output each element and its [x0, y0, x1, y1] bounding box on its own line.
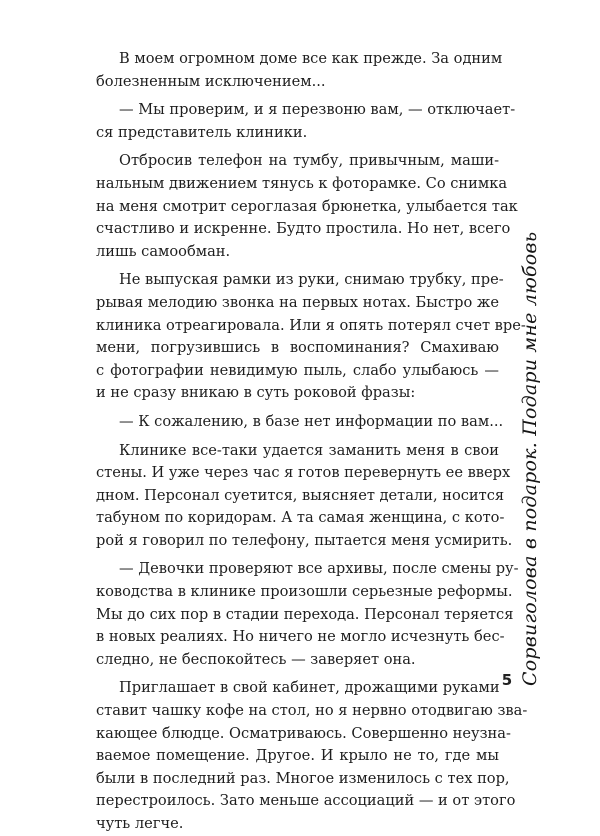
paragraph: [96, 269, 526, 405]
text-line: ся представитель клиники.: [96, 123, 308, 141]
text-line: мени, погрузившись в воспоминания? Смахиваю: [96, 339, 499, 357]
text-line: с фотографии невидимую пыль, слабо улыбаюсь —: [96, 361, 499, 379]
text-line: В моем огромном доме все как прежде. За одним: [119, 50, 503, 67]
text-line: и не сразу вникаю в суть роковой фразы:: [96, 384, 416, 402]
text-line: чуть легче.: [96, 815, 184, 832]
text-line: ставит чашку кофе на стол, но я нервно отодвигаю зва-: [96, 702, 528, 720]
text-line: стены. И уже через час я готов перевернуть ее вверх: [96, 464, 511, 482]
body-text: [96, 48, 528, 836]
text-line: ководства в клинике произошли серьезные реформы.: [96, 583, 513, 601]
text-line: рывая мелодию звонка на первых нотах. Быстро же: [96, 293, 499, 311]
text-line: кающее блюдце. Осматриваюсь. Совершенно неузна-: [96, 724, 511, 742]
text-line: дном. Персонал суетится, выясняет детали, носится: [96, 486, 505, 504]
paragraph: [96, 677, 528, 835]
paragraph: [96, 440, 513, 553]
text-line: Мы до сих пор в стадии перехода. Персонал теряется: [96, 605, 514, 623]
text-line: следно, не беспокойтесь — заверяет она.: [96, 650, 416, 668]
text-line: клиника отреагировала. Или я опять потерял счет вре-: [96, 316, 526, 334]
paragraph: [96, 411, 504, 434]
text-line: — К сожалению, в базе нет информации по вам...: [119, 412, 504, 430]
text-line: — Девочки проверяют все архивы, после смены ру-: [119, 560, 519, 578]
text-line: табуном по коридорам. А та самая женщина, с кото-: [96, 509, 505, 527]
text-line: перестроилось. Зато меньше ассоциаций — и от этого: [96, 792, 516, 810]
page-number: 5: [501, 671, 513, 689]
paragraph: [96, 558, 519, 671]
text-line: ваемое помещение. Другое. И крыло не то, где мы: [96, 747, 499, 765]
text-line: лишь самообман.: [96, 242, 231, 260]
text-line: на меня смотрит сероглазая брюнетка, улыбается так: [96, 197, 518, 215]
text-line: счастливо и искренне. Будто простила. Но нет, всего: [96, 220, 511, 238]
paragraph: [96, 48, 503, 93]
paragraph: [96, 150, 518, 263]
text-line: — Мы проверим, и я перезвоню вам, — отключает-: [119, 101, 516, 119]
text-line: Не выпуская рамки из руки, снимаю трубку, пре-: [119, 271, 504, 289]
paragraph: [96, 99, 516, 144]
text-line: нальным движением тянусь к фоторамке. Со снимка: [96, 174, 508, 192]
text-line: были в последний раз. Многое изменилось с тех пор,: [96, 769, 510, 787]
running-title: Сорвиголова в подарок. Подари мне любовь: [519, 231, 541, 686]
text-line: болезненным исключением...: [96, 72, 326, 90]
text-line: Приглашает в свой кабинет, дрожащими руками: [119, 679, 500, 697]
text-line: рой я говорил по телефону, пытается меня усмирить.: [96, 531, 513, 549]
text-line: в новых реалиях. Но ничего не могло исчезнуть бес-: [96, 628, 505, 646]
text-line: Отбросив телефон на тумбу, привычным, маши-: [119, 152, 499, 170]
text-line: Клинике все-таки удается заманить меня в свои: [119, 441, 499, 459]
